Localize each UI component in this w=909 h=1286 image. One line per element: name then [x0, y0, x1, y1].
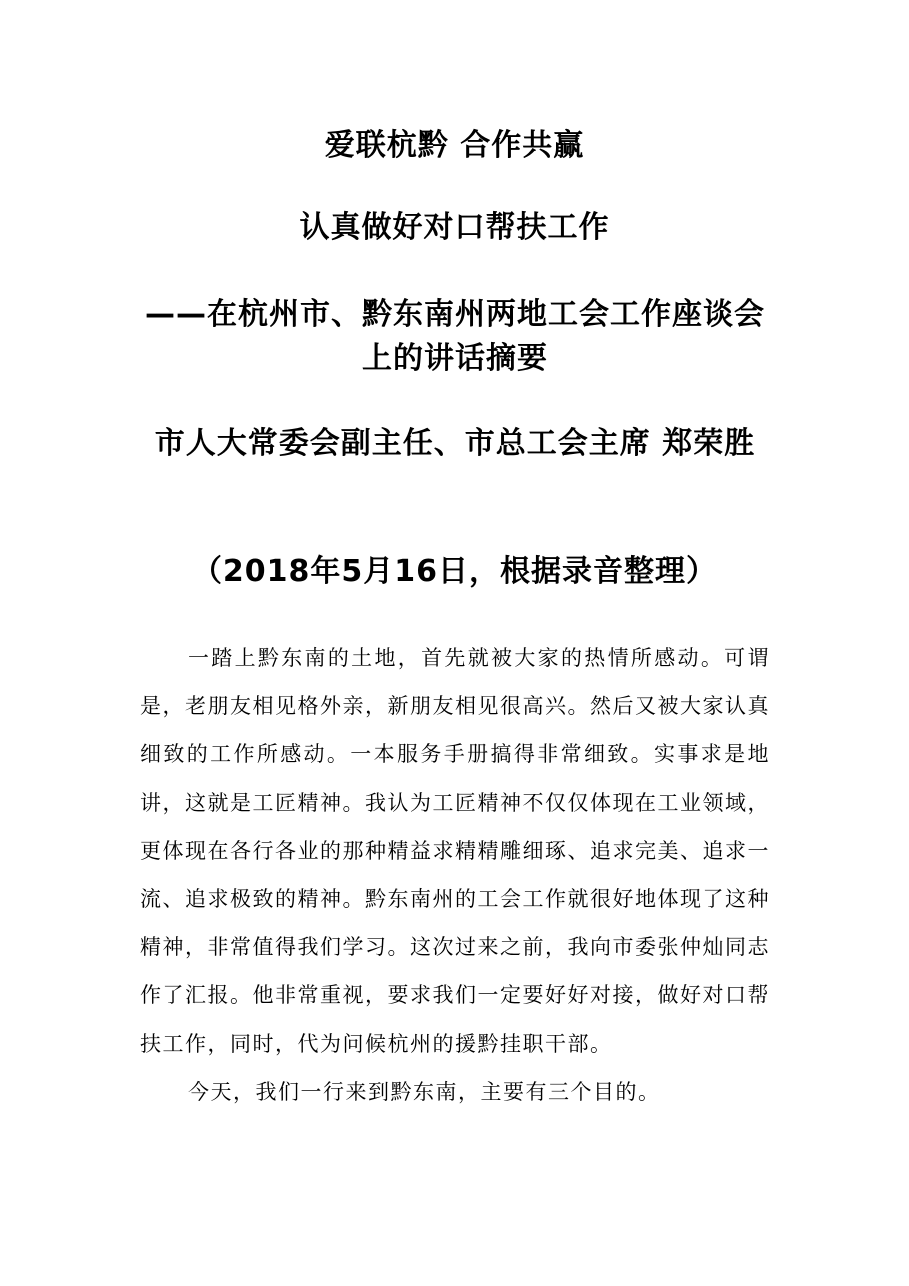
title-line-1: 爱联杭黔 合作共赢: [324, 128, 585, 163]
title-line-2: 认真做好对口帮扶工作: [299, 210, 610, 245]
paragraph: 今天，我们一行来到黔东南，主要有三个目的。: [188, 1079, 661, 1104]
paragraph: 一踏上黔东南的土地，首先就被大家的热情所感动。可谓是，老朋友相见格外亲，新朋友相见很高兴。然后又被大家认真细致的工作所感动。一本服务手册搞得非常细致。实事求是地讲，这就是工匠精神。我认为工匠精神不仅仅体现在工业领域，更体现在各行各业的那种精益求精精雕细琢、追求完美、追求一流、追求极致的精神。黔东南州的工会工作就很好地体现了这种精神，非常值得我们学习。这次过来之前，我向市委张仲灿同志作了汇报。他非常重视，要求我们一定要好好对接，做好对口帮扶工作，同时，代为问候杭州的援黔挂职干部。: [140, 646, 770, 1056]
date-note: （2018年5月16日，根据录音整理）: [191, 554, 718, 589]
body-text: [140, 634, 770, 1116]
speaker-line: 市人大常委会副主任、市总工会主席 郑荣胜: [154, 426, 756, 461]
subtitle: ——在杭州市、黔东南州两地工会工作座谈会上的讲话摘要: [145, 297, 765, 376]
